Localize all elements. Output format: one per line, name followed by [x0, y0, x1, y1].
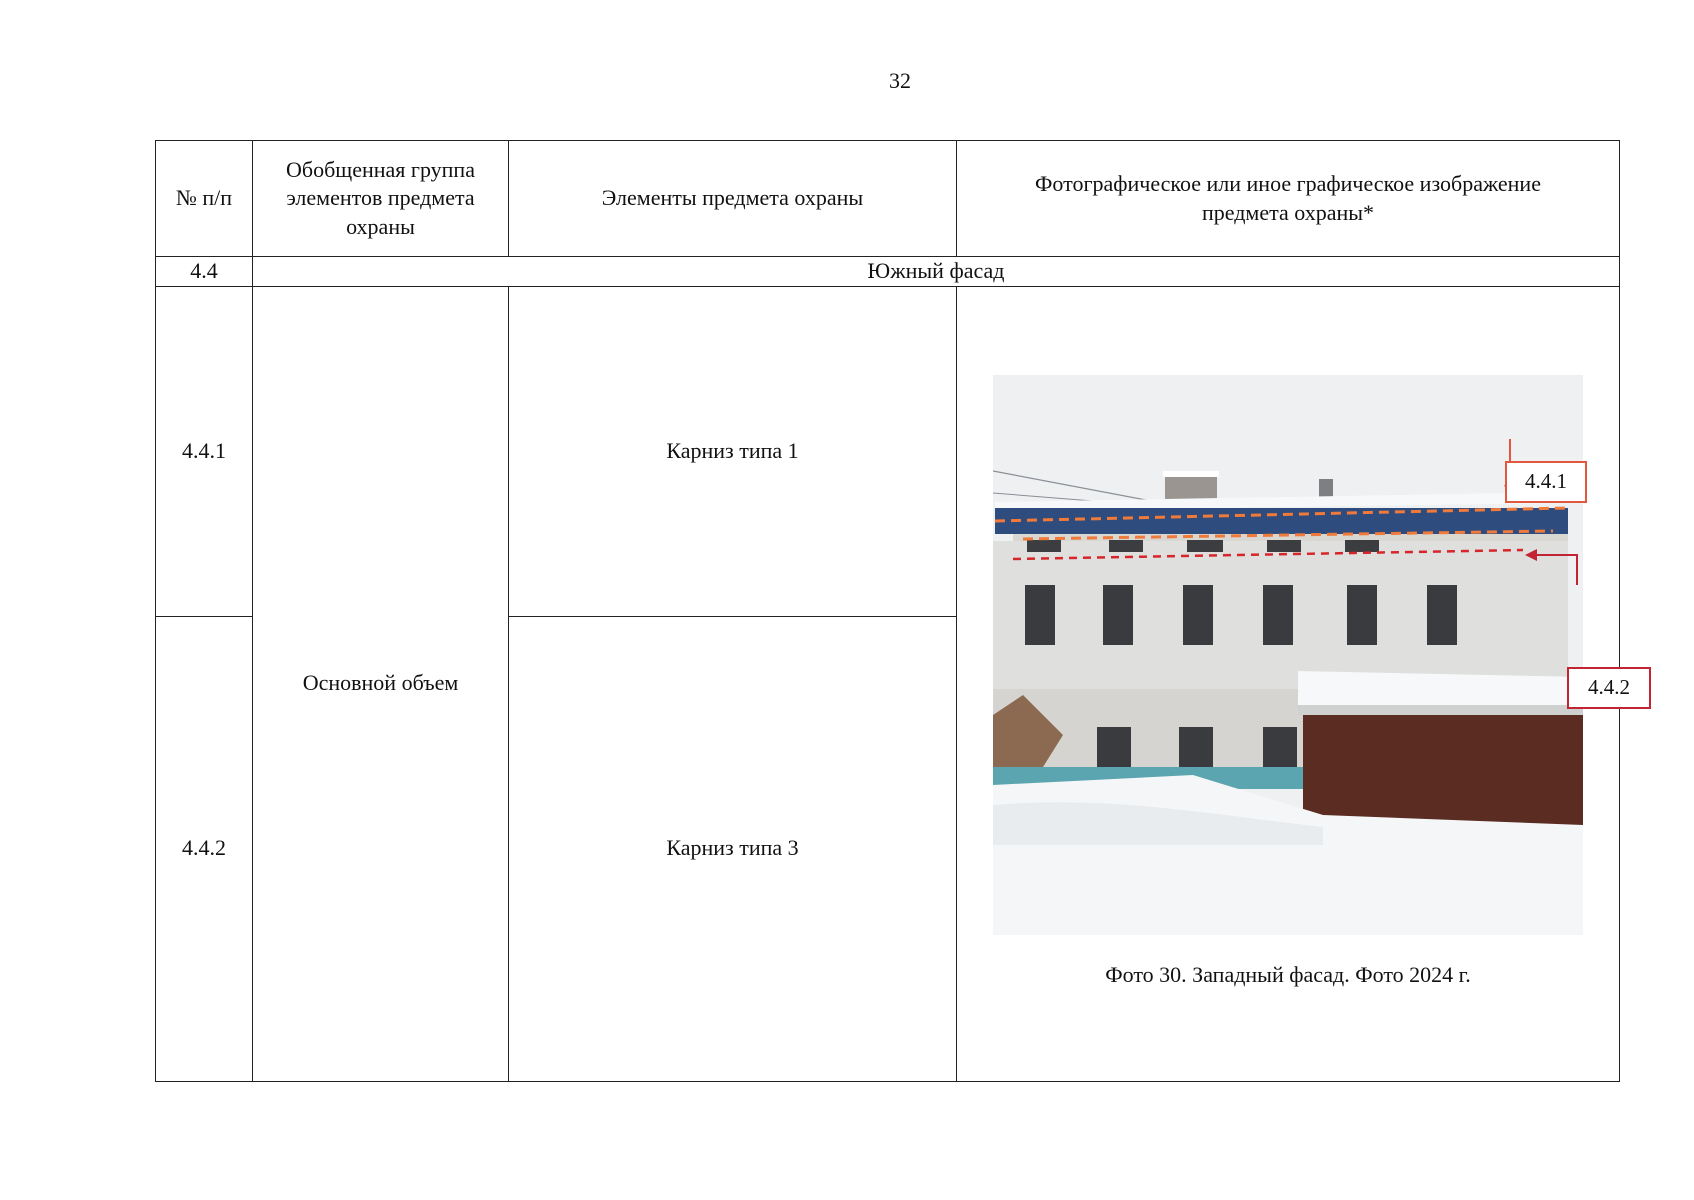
- facade-photo: [993, 375, 1583, 935]
- protection-table: [155, 140, 1630, 1082]
- element-cell-2: Карниз типа 3: [509, 616, 957, 1081]
- element-cell-1: Карниз типа 1: [509, 286, 957, 616]
- section-title: Южный фасад: [253, 257, 1620, 287]
- photo-block: [993, 375, 1630, 990]
- table-row: [156, 286, 1620, 616]
- header-group: Обобщенная группа элементов предмета охраны: [253, 141, 509, 257]
- group-cell: Основной объем: [253, 286, 509, 1081]
- section-num: 4.4: [156, 257, 253, 287]
- photo-cell: [957, 286, 1630, 1081]
- section-row: [156, 257, 1620, 287]
- callout-4-4-1: 4.4.1: [1505, 461, 1587, 503]
- header-elements: Элементы предмета охраны: [509, 141, 957, 257]
- row-num-2: 4.4.2: [156, 616, 253, 1081]
- table-header-row: [156, 141, 1620, 257]
- page-number: 32: [889, 68, 911, 93]
- header-num: № п/п: [156, 141, 253, 257]
- callout-4-4-2: 4.4.2: [1567, 667, 1651, 709]
- row-num-1: 4.4.1: [156, 286, 253, 616]
- header-image: Фотографическое или иное графическое изображение предмета охраны*: [957, 141, 1620, 257]
- photo-caption: Фото 30. Западный фасад. Фото 2024 г.: [1105, 961, 1471, 987]
